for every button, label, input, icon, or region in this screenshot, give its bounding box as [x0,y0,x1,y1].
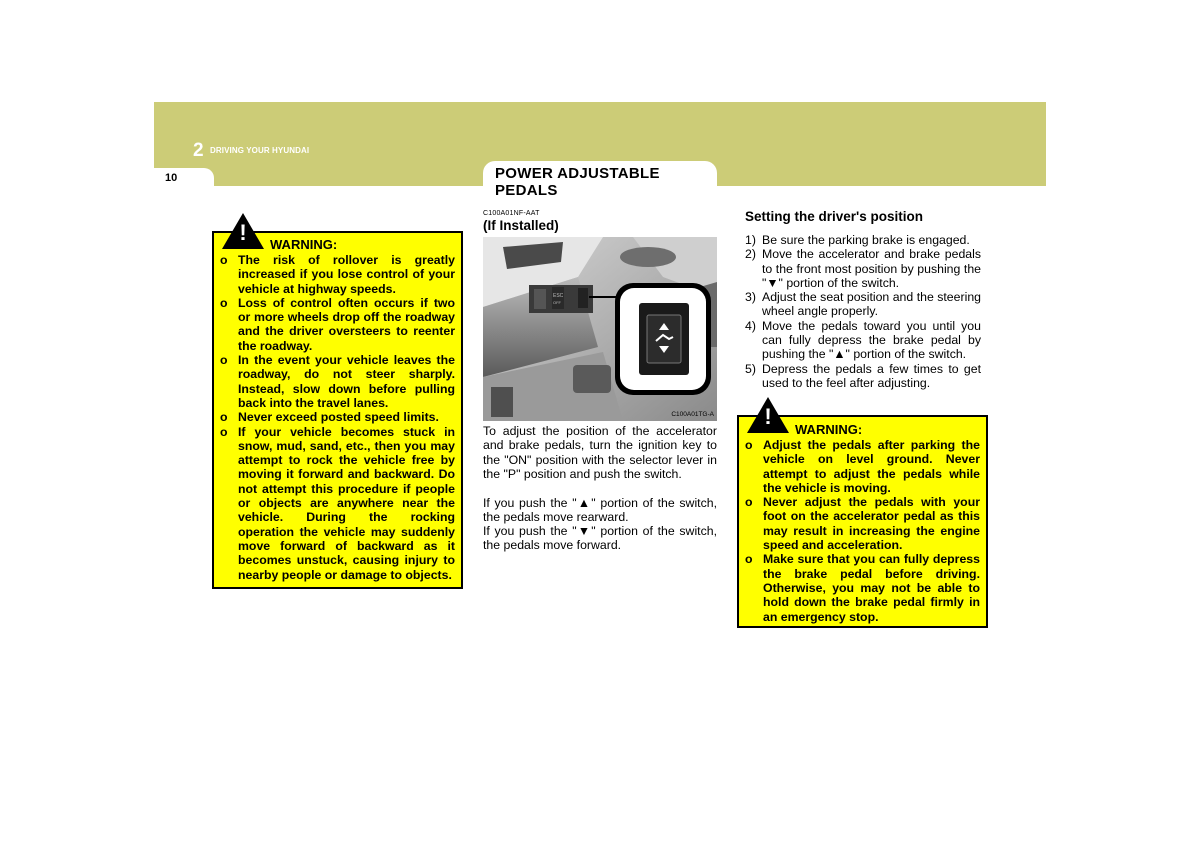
exclamation-icon: ! [239,220,247,245]
step-number: 1) [745,233,756,247]
warning-text: If your vehicle becomes stuck in snow, mud, sand, etc., then you may attempt to rock the vehicle free by moving it forward and backward. Do not attempt this procedure if people or objects are anywhere near the vehicle. During the rocking operation the vehicle may suddenly move forward of backward as it becomes unstuck, causing injury to nearby people or damage to objects. [238,424,455,582]
step-text: Move the pedals toward you until you can fully depress the brake pedal by pushing the "▲" portion of the switch. [762,318,981,362]
warning-text: Loss of control often occurs if two or more wheels drop off the roadway and the driver oversteers to reenter the roadway. [238,295,455,353]
list-item [745,247,981,290]
off-label: OFF [553,300,561,305]
chapter-number: 2 [193,140,204,161]
step-number: 4) [745,318,756,333]
instructions-paragraph: To adjust the position of the accelerator and brake pedals, turn the ignition key to the "ON" position with the selector lever in the "P" position and push the switch. [483,424,717,481]
photo-code: C100A01TG-A [671,411,714,418]
step-text: Be sure the parking brake is engaged. [762,233,970,247]
step-number: 3) [745,290,756,305]
bullet: o [220,410,228,425]
list-item [745,233,981,247]
bullet: o [220,253,228,267]
list-item [220,353,455,410]
driver-position-heading: Setting the driver's position [745,209,923,224]
list-item [745,552,980,623]
left-warning-box [212,220,463,589]
warning-text: Adjust the pedals after parking the vehicle on level ground. Never attempt to adjust the pedals while the vehicle is moving. [763,438,980,495]
forward-paragraph: If you push the "▼" portion of the switch, the pedals move forward. [483,524,717,553]
warning-text: In the event your vehicle leaves the roadway, do not steer sharply. Instead, slow down before pulling back into the travel lanes. [238,353,455,410]
bullet: o [745,552,753,567]
warning-text: Make sure that you can fully depress the brake pedal before driving. Otherwise, you may not be able to hold down the brake pedal firmly in an emergency stop. [763,552,980,624]
bullet: o [220,295,228,310]
list-item [745,319,981,362]
page-number-tab [154,168,214,186]
page-number: 10 [165,172,178,184]
list-item [220,425,455,582]
step-text: Depress the pedals a few times to get used to the feel after adjusting. [762,361,981,390]
step-number: 2) [745,247,756,262]
step-text: Adjust the seat position and the steering wheel angle properly. [762,290,981,319]
warning-heading: WARNING: [795,422,863,437]
list-item [220,253,455,296]
warning-text: Never adjust the pedals with your foot on the accelerator pedal as this may result in increasing the engine speed and acceleration. [763,495,980,553]
list-item [745,438,980,495]
if-installed-subtitle: (If Installed) [483,218,559,233]
chapter-title: DRIVING YOUR HYUNDAI [210,146,310,155]
list-item [745,362,981,391]
bullet: o [220,353,228,368]
list-item [745,290,981,319]
dashboard-illustration [483,237,717,421]
warning-heading: WARNING: [270,237,338,252]
list-item [220,296,455,353]
bullet: o [745,495,753,510]
bullet: o [220,424,228,439]
driver-position-steps [745,233,981,390]
step-text: Move the accelerator and brake pedals to the front most position by pushing the "▼" portion of the switch. [762,247,981,290]
right-warning-box [737,404,988,628]
left-warning-list [220,253,455,582]
rearward-paragraph: If you push the "▲" portion of the switch, the pedals move rearward. [483,496,717,525]
section-title: POWER ADJUSTABLE PEDALS [495,165,660,199]
list-item [745,495,980,552]
right-warning-list [745,438,980,624]
warning-text: The risk of rollover is greatly increased if you lose control of your vehicle at highway speeds. [238,253,455,296]
esc-label: ESC [553,293,564,299]
warning-text: Never exceed posted speed limits. [238,410,439,425]
bullet: o [745,438,753,452]
list-item [220,410,455,424]
exclamation-icon: ! [764,404,772,429]
step-number: 5) [745,361,756,376]
pedal-switch-photo [483,237,717,421]
section-code: C100A01NF-AAT [483,210,540,217]
